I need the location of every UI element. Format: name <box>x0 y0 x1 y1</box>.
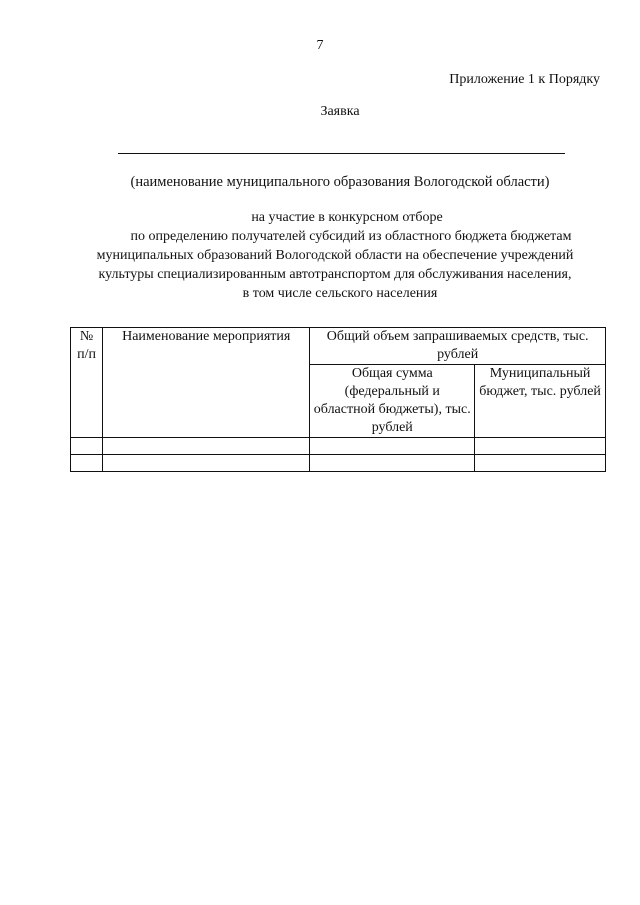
table-cell[interactable] <box>475 455 606 472</box>
table-header-row <box>71 328 606 365</box>
table-row <box>71 438 606 455</box>
table-cell[interactable] <box>103 455 310 472</box>
header-activity: Наименование мероприятия <box>103 328 310 438</box>
table-cell[interactable] <box>310 438 475 455</box>
purpose-text <box>60 208 610 303</box>
municipality-caption: (наименование муниципального образования Вологодской области) <box>130 174 550 190</box>
purpose-line: по определению получателей субсидий из областного бюджета бюджетам <box>130 229 572 244</box>
purpose-line: на участие в конкурсном отборе <box>251 210 443 225</box>
table-row <box>71 455 606 472</box>
purpose-line: культуры специализированным автотранспортом для обслуживания населения, <box>98 267 572 282</box>
page-number: 7 <box>316 38 324 53</box>
purpose-line: муниципальных образований Вологодской области на обеспечение учреждений <box>96 248 574 263</box>
table-cell[interactable] <box>310 455 475 472</box>
appendix-label: Приложение 1 к Порядку <box>449 72 600 87</box>
table-cell[interactable] <box>103 438 310 455</box>
purpose-line: в том числе сельского населения <box>242 286 438 301</box>
header-federal-regional: Общая сумма (федеральный и областной бюджеты), тыс. рублей <box>310 365 475 438</box>
table-cell[interactable] <box>475 438 606 455</box>
document-title: Заявка <box>320 104 360 119</box>
table-cell[interactable] <box>71 455 103 472</box>
header-total-funds: Общий объем запрашиваемых средств, тыс. рублей <box>310 328 606 365</box>
municipality-fill-line <box>118 153 565 154</box>
header-number: № п/п <box>71 328 103 438</box>
header-municipal: Муниципальный бюджет, тыс. рублей <box>475 365 606 438</box>
request-table <box>70 327 606 472</box>
table-cell[interactable] <box>71 438 103 455</box>
